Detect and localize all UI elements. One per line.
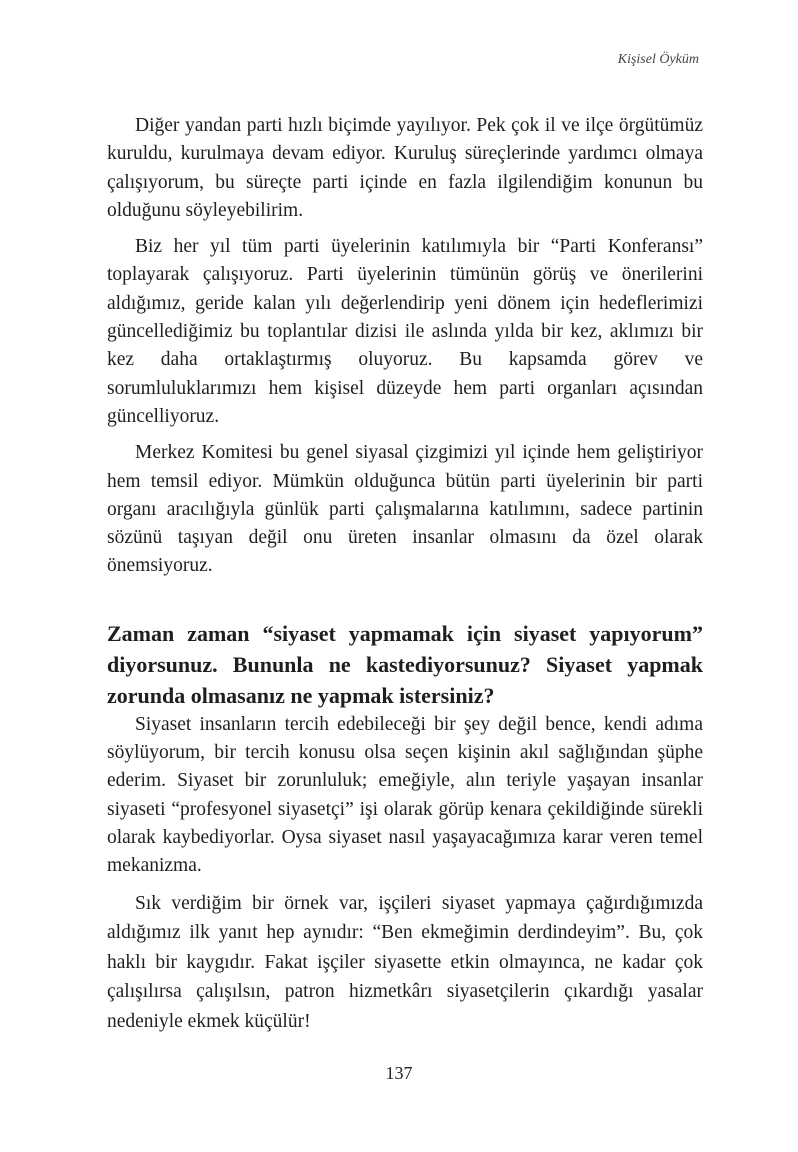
page-number: 137: [385, 1063, 413, 1083]
running-header: Kişisel Öyküm: [617, 52, 699, 67]
paragraph: Biz her yıl tüm parti üyelerinin katılımıyla bir “Parti Konferansı” toplayarak çalışıyoruz. Parti üyelerinin tümünün görüş ve önerilerini aldığımız, geride kalan yılı değerlendirip yeni dönem için hedeflerimizi güncellediğimiz bu toplantılar dizisi ile aslında yılda bir kez, aklımızı bir kez daha ortaklaştırmış oluyoruz. Bu kapsamda görev ve sorumluluklarımızı hem kişisel düzeyde hem parti organları açısından güncelliyoruz.: [107, 236, 703, 427]
paragraph: Diğer yandan parti hızlı biçimde yayılıyor. Pek çok il ve ilçe örgütümüz kuruldu, kurulmaya devam ediyor. Kuruluş süreçlerinde yardımcı olmaya çalışıyorum, bu süreçte parti içinde en fazla ilgilendiğim konunun bu olduğunu söyleyebilirim.: [107, 115, 703, 221]
paragraph: Merkez Komitesi bu genel siyasal çizgimizi yıl içinde hem geliştiriyor hem temsil ediyor. Mümkün olduğunca bütün parti üyelerinin bir parti organı aracılığıyla günlük parti çalışmalarına katılımını, sadece partinin sözünü taşıyan değil onu üreten insanlar olmasını da özel olarak önemsiyoruz.: [107, 442, 703, 577]
section-spacer: [107, 581, 703, 618]
paragraph: Siyaset insanların tercih edebileceği bir şey değil bence, kendi adıma söylüyorum, bir tercih konusu olsa seçen kişinin akıl sağlığından şüphe ederim. Siyaset bir zorunluluk; emeğiyle, alın teriyle yaşayan insanlar siyaseti “profesyonel siyasetçi” işi olarak görüp kenara çekildiğinde sürekli olarak kaybediyorlar. Oysa siyaset nasıl yaşayacağımıza karar veren temel mekanizma.: [107, 713, 703, 877]
paragraph: Sık verdiğim bir örnek var, işçileri siyaset yapmaya çağırdığımızda aldığımız ilk yanıt hep aynıdır: “Ben ekmeğimin derdindeyim”. Bu, çok haklı bir kaygıdır. Fakat işçiler siyasette etkin olmayınca, ne kadar çok çalışılırsa çalışılsın, patron hizmetkârı siyasetçilerin çıkardığı yasalar nedeniyle ekmek küçülür!: [107, 892, 703, 1032]
interview-question: Zaman zaman “siyaset yapmamak için siyaset yapıyorum” diyorsunuz. Bununla ne kastediyorsunuz? Siyaset yapmak zorunda olmasanız ne yapmak istersiniz?: [107, 620, 703, 708]
page-body: [107, 112, 703, 1036]
